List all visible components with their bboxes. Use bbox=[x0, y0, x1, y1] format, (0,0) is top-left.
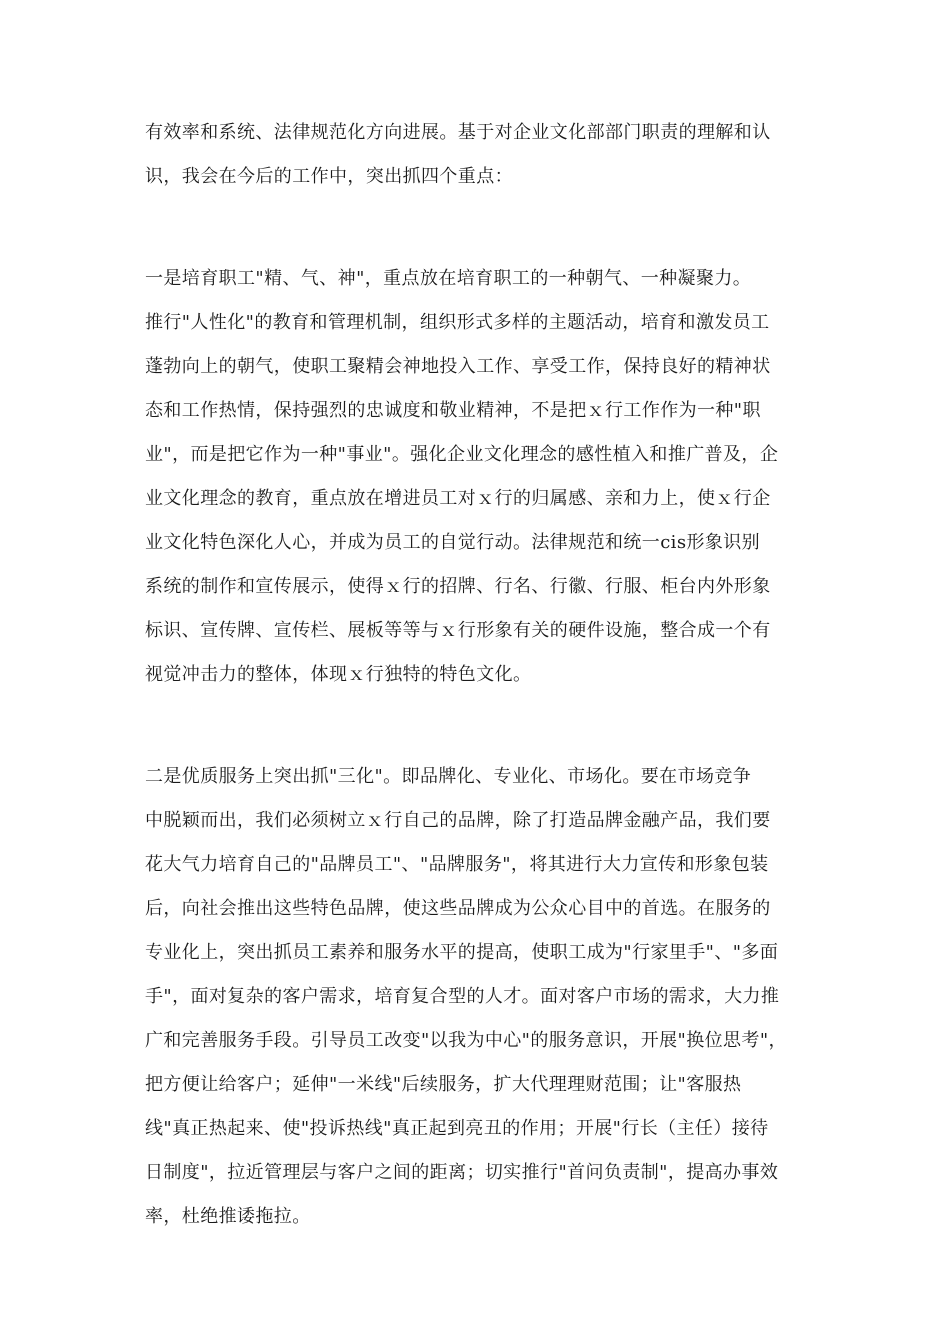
paragraph-line: 把方便让给客户；延伸"一米线"后续服务，扩大代理理财范围；让"客服热 bbox=[145, 1074, 742, 1095]
paragraph-line: 有效率和系统、法律规范化方向进展。基于对企业文化部部门职责的理解和认 bbox=[145, 122, 771, 143]
paragraph-line: 日制度"，拉近管理层与客户之间的距离；切实推行"首问负责制"，提高办事效 bbox=[145, 1162, 779, 1183]
paragraph-line: 一是培育职工"精、气、神"，重点放在培育职工的一种朝气、一种凝聚力。 bbox=[145, 268, 752, 289]
paragraph-line: 业"，而是把它作为一种"事业"。强化企业文化理念的感性植入和推广普及，企 bbox=[145, 444, 779, 465]
paragraph-line: 业文化特色深化人心，并成为员工的自觉行动。法律规范和统一cis形象识别 bbox=[145, 532, 761, 553]
paragraph-line: 花大气力培育自己的"品牌员工"、"品牌服务"，将其进行大力宣传和形象包装 bbox=[145, 854, 769, 875]
paragraph-line: 线"真正热起来、使"投诉热线"真正起到亮丑的作用；开展"行长（主任）接待 bbox=[145, 1118, 769, 1139]
paragraph-line: 视觉冲击力的整体，体现ｘ行独特的特色文化。 bbox=[145, 664, 532, 685]
paragraph-line: 后，向社会推出这些特色品牌，使这些品牌成为公众心目中的首选。在服务的 bbox=[145, 898, 771, 919]
paragraph-line: 二是优质服务上突出抓"三化"。即品牌化、专业化、市场化。要在市场竞争 bbox=[145, 766, 752, 787]
paragraph-line: 广和完善服务手段。引导员工改变"以我为中心"的服务意识，开展"换位思考"， bbox=[145, 1030, 787, 1051]
paragraph-line: 手"，面对复杂的客户需求，培育复合型的人才。面对客户市场的需求，大力推 bbox=[145, 986, 780, 1007]
paragraph-line: 业文化理念的教育，重点放在增进员工对ｘ行的归属感、亲和力上，使ｘ行企 bbox=[145, 488, 771, 509]
paragraph-line: 中脱颖而出，我们必须树立ｘ行自己的品牌，除了打造品牌金融产品，我们要 bbox=[145, 810, 771, 831]
paragraph-line: 识，我会在今后的工作中，突出抓四个重点： bbox=[145, 166, 513, 187]
paragraph-line: 标识、宣传牌、宣传栏、展板等等与ｘ行形象有关的硬件设施，整合成一个有 bbox=[145, 620, 771, 641]
paragraph-line: 系统的制作和宣传展示，使得ｘ行的招牌、行名、行徽、行服、柜台内外形象 bbox=[145, 576, 771, 597]
paragraph-line: 专业化上，突出抓员工素养和服务水平的提高，使职工成为"行家里手"、"多面 bbox=[145, 942, 779, 963]
paragraph-line: 率，杜绝推诿拖拉。 bbox=[145, 1206, 311, 1227]
paragraph-line: 蓬勃向上的朝气，使职工聚精会神地投入工作、享受工作，保持良好的精神状 bbox=[145, 356, 771, 377]
paragraph-line: 态和工作热情，保持强烈的忠诚度和敬业精神，不是把ｘ行工作作为一种"职 bbox=[145, 400, 761, 421]
paragraph-line: 推行"人性化"的教育和管理机制，组织形式多样的主题活动，培育和激发员工 bbox=[145, 312, 770, 333]
